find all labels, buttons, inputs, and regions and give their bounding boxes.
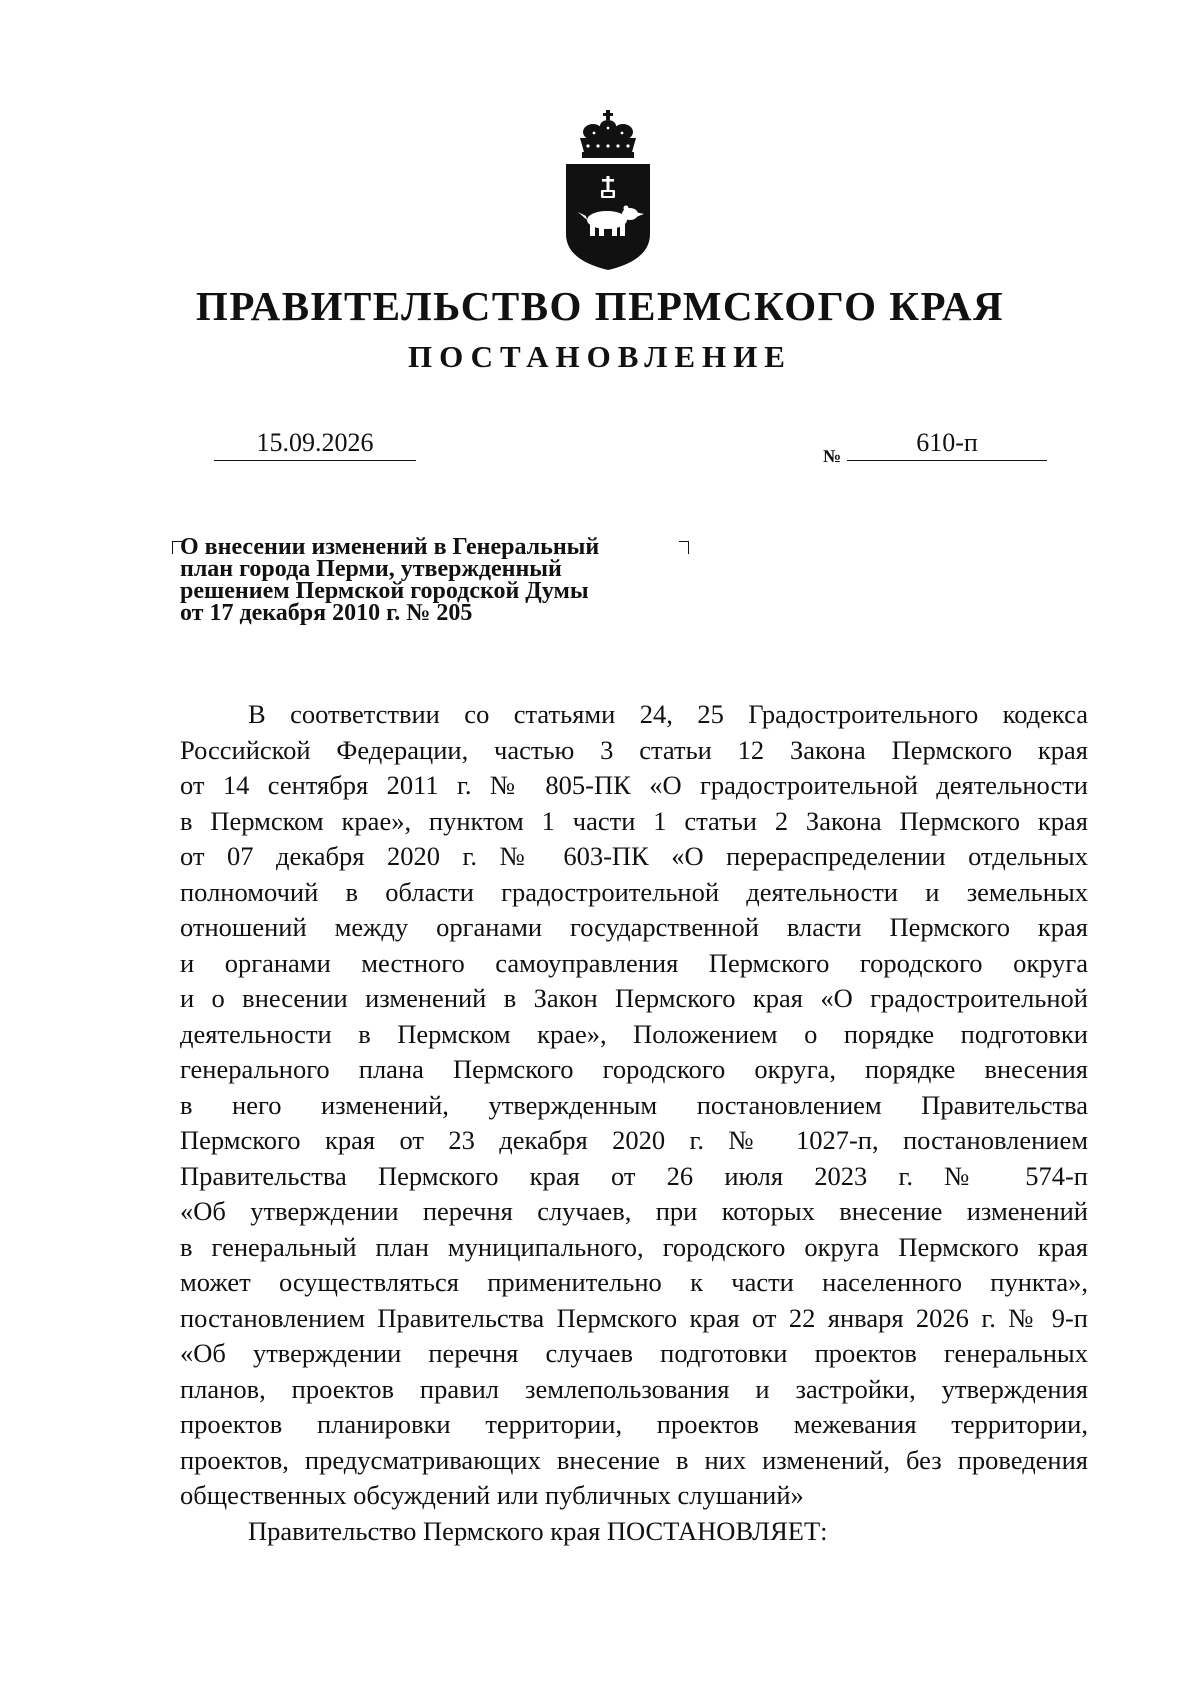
organization-title: ПРАВИТЕЛЬСТВО ПЕРМСКОГО КРАЯ [195,283,1005,329]
body-line: «Об утверждении перечня случаев, при которых внесение изменений [180,1196,1088,1226]
body-line: полномочий в области градостроительной деятельности и земельных [180,876,1088,907]
body-line: деятельности в Пермском крае», Положением о порядке подготовки [180,1018,1088,1049]
body-line: генерального плана Пермского городского округа, порядке внесения [180,1054,1088,1084]
body-line: и о внесении изменений в Закон Пермского края «О градостроительной [180,983,1088,1013]
subject-line: план города Перми, утвержденный [180,556,562,582]
body-line: Пермского края от 23 декабря 2020 г. № 1027-п, постановлением [180,1125,1088,1155]
body-line: в генеральный план муниципального, городского округа Пермского края [180,1231,1088,1262]
resolution-line: Правительство Пермского края ПОСТАНОВЛЯЕТ: [248,1515,828,1546]
body-line: может осуществляться применительно к части населенного пункта», [180,1267,1088,1297]
body-line: Российской Федерации, частью 3 статьи 12 Закона Пермского края [180,734,1088,765]
body-line: в Пермском крае», пунктом 1 части 1 статьи 2 Закона Пермского края [180,805,1088,836]
document-subject [180,536,680,624]
document-type: ПОСТАНОВЛЕНИЕ [408,339,792,374]
document-body [180,697,1088,1549]
body-line: проектов, предусматривающих внесение в них изменений, без проведения [180,1444,1088,1475]
body-line: проектов планировки территории, проектов межевания территории, [180,1409,1088,1439]
document-date: 15.09.2026 [214,426,416,461]
body-line: и органами местного самоуправления Пермского городского округа [180,947,1088,978]
body-line: от 07 декабря 2020 г. № 603-ПК «О перераспределении отдельных [180,841,1088,871]
subject-right-bracket [679,541,689,554]
body-line: в него изменений, утвержденным постановлением Правительства [180,1089,1088,1120]
body-line: отношений между органами государственной власти Пермского края [180,912,1088,942]
body-line: «Об утверждении перечня случаев подготовки проектов генеральных [180,1338,1088,1368]
subject-line: от 17 декабря 2010 г. № 205 [180,600,473,626]
subject-line: решением Пермской городской Думы [180,578,589,604]
body-line: общественных обсуждений или публичных слушаний» [180,1480,804,1510]
coat-of-arms-icon [560,108,656,272]
body-line: Правительства Пермского края от 26 июля 2023 г. № 574-п [180,1160,1088,1191]
body-line: постановлением Правительства Пермского края от 22 января 2026 г. № 9-п [180,1302,1088,1333]
subject-line: О внесении изменений в Генеральный [180,534,600,560]
body-line: В соответствии со статьями 24, 25 Градостроительного кодекса [248,699,1088,729]
body-line: от 14 сентября 2011 г. № 805-ПК «О градостроительной деятельности [180,770,1088,800]
body-line: планов, проектов правил землепользования и застройки, утверждения [180,1373,1088,1404]
document-number: 610-п [847,426,1047,461]
number-sign: № [823,446,842,466]
